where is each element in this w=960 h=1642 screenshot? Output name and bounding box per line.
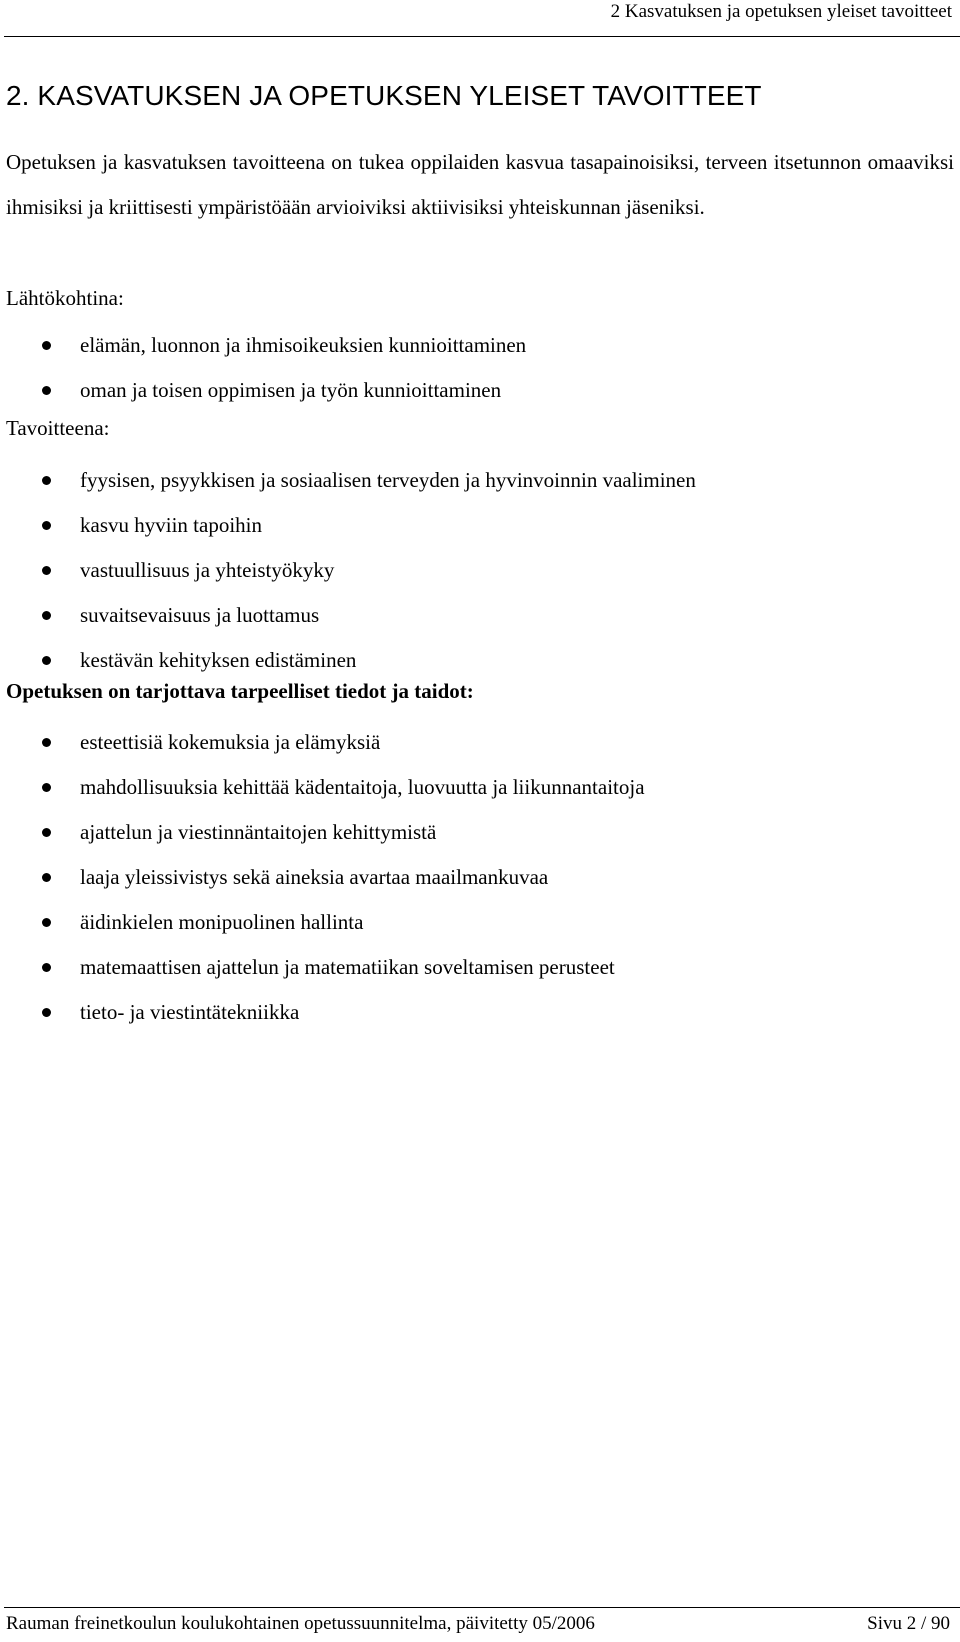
- list-item-text: ajattelun ja viestinnäntaitojen kehittymistä: [80, 820, 437, 844]
- list-item-text: suvaitsevaisuus ja luottamus: [80, 603, 320, 627]
- list-item-text: laaja yleissivistys sekä aineksia avartaa maailmankuvaa: [80, 865, 549, 889]
- bullet-icon: [42, 476, 51, 485]
- list-item-text: oman ja toisen oppimisen ja työn kunnioittaminen: [80, 378, 502, 402]
- bullet-icon: [42, 521, 51, 530]
- bullet-icon: [42, 1008, 51, 1017]
- list-item-text: vastuullisuus ja yhteistyökyky: [80, 558, 335, 582]
- bullet-icon: [42, 738, 51, 747]
- bullet-icon: [42, 656, 51, 665]
- list-item-text: fyysisen, psyykkisen ja sosiaalisen terveyden ja hyvinvoinnin vaaliminen: [80, 468, 696, 492]
- section-label-tiedot-ja-taidot: Opetuksen on tarjottava tarpeelliset tiedot ja taidot:: [6, 679, 474, 703]
- bullet-icon: [42, 783, 51, 792]
- bullet-icon: [42, 828, 51, 837]
- bullet-icon: [42, 386, 51, 395]
- section-label-tavoitteena: Tavoitteena:: [6, 416, 110, 440]
- footer-page-number: Sivu 2 / 90: [867, 1613, 950, 1634]
- bullet-icon: [42, 963, 51, 972]
- bullet-icon: [42, 918, 51, 927]
- bullet-icon: [42, 341, 51, 350]
- chapter-heading: 2. KASVATUKSEN JA OPETUKSEN YLEISET TAVOITTEET: [6, 80, 762, 111]
- list-item-text: tieto- ja viestintätekniikka: [80, 1000, 300, 1024]
- bullet-icon: [42, 873, 51, 882]
- list-item-text: äidinkielen monipuolinen hallinta: [80, 910, 364, 934]
- footer-document-title: Rauman freinetkoulun koulukohtainen opetussuunnitelma, päivitetty 05/2006: [6, 1613, 595, 1634]
- intro-paragraph: Opetuksen ja kasvatuksen tavoitteena on tukea oppilaiden kasvua tasapainoisiksi, terveen itsetunnon omaaviksi ihmisiksi ja kriittisesti ympäristöään arvioiviksi aktiivisiksi yhteiskunnan jäseniksi.: [6, 150, 954, 219]
- bullet-icon: [42, 566, 51, 575]
- section-label-lahtokohtina: Lähtökohtina:: [6, 286, 124, 310]
- bullet-icon: [42, 611, 51, 620]
- list-item-text: kasvu hyviin tapoihin: [80, 513, 262, 537]
- list-item-text: esteettisiä kokemuksia ja elämyksiä: [80, 730, 381, 754]
- list-item-text: mahdollisuuksia kehittää kädentaitoja, luovuutta ja liikunnantaitoja: [80, 775, 645, 799]
- list-item-text: kestävän kehityksen edistäminen: [80, 648, 357, 672]
- list-item-text: elämän, luonnon ja ihmisoikeuksien kunnioittaminen: [80, 333, 527, 357]
- list-item-text: matemaattisen ajattelun ja matematiikan soveltamisen perusteet: [80, 955, 615, 979]
- running-header: 2 Kasvatuksen ja opetuksen yleiset tavoitteet: [610, 1, 952, 22]
- header-divider: [4, 36, 960, 37]
- footer-divider: [4, 1607, 960, 1608]
